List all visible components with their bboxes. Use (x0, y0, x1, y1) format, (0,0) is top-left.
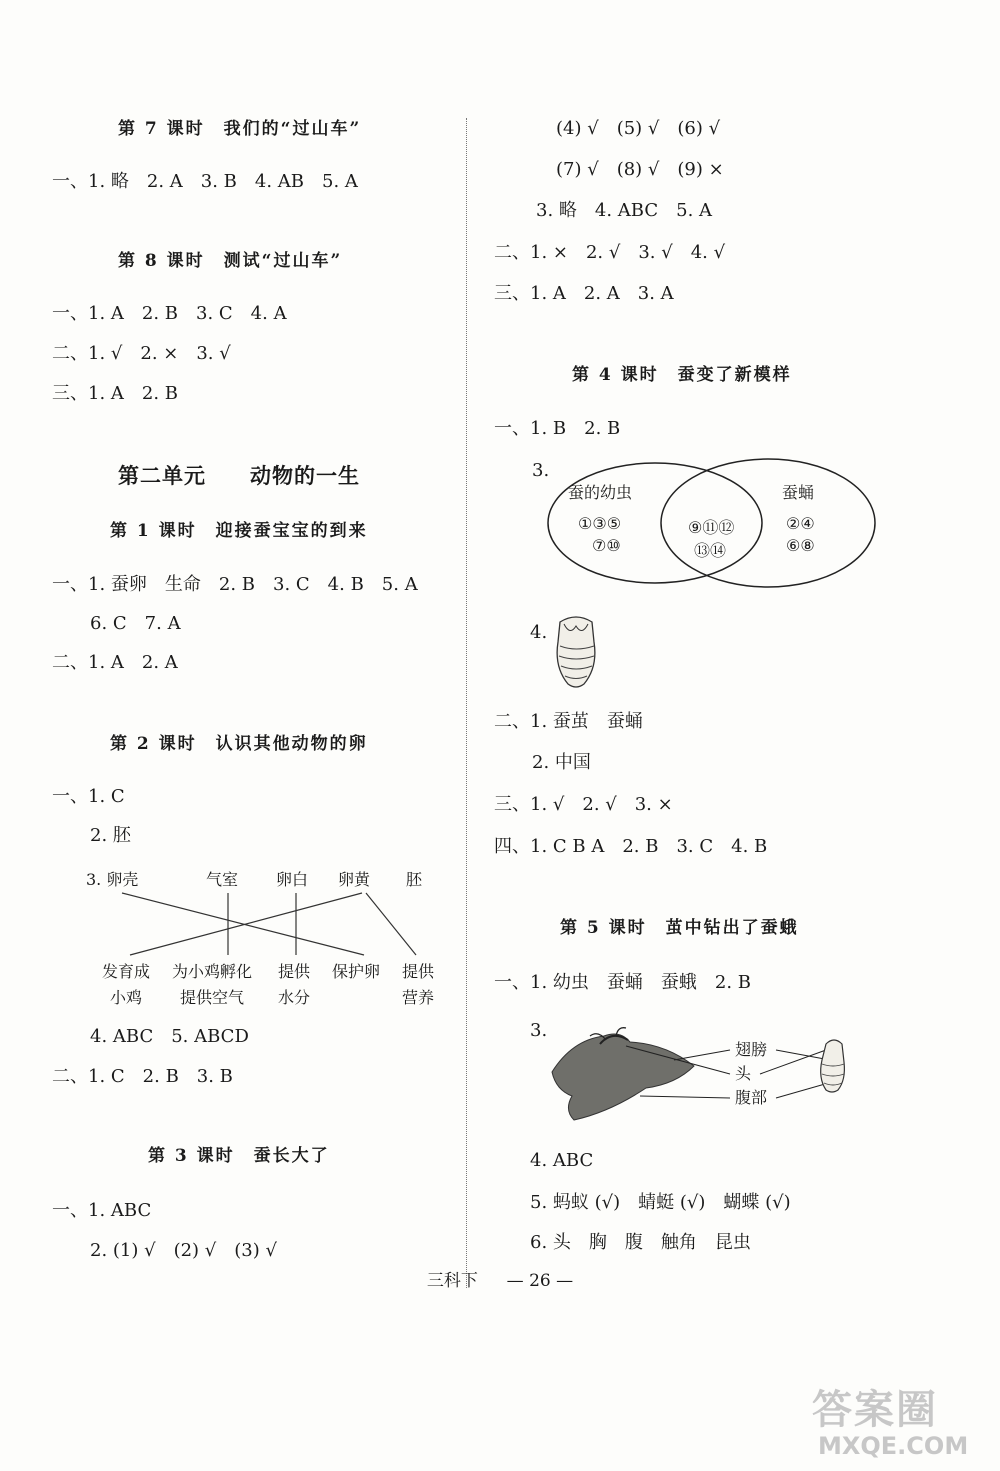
lesson-3-continued-2: (7) √ (8) √ (9) × (556, 159, 724, 180)
small-pupa-icon (821, 1040, 845, 1092)
unit2-lesson-3-answer-1: 一、1. ABC (52, 1200, 152, 1221)
footer-subject: 三科下 (426, 1271, 478, 1291)
unit2-lesson-1-title: 第 1 课时 迎接蚕宝宝的到来 (110, 521, 368, 541)
unit2-lesson-2-answer-4: 4. ABC 5. ABCD (90, 1026, 249, 1047)
venn-left-items: ⑦⑩ (592, 536, 621, 555)
egg-top-label: 3. 卵壳 (86, 870, 139, 889)
unit2-lesson-2-answer-5: 二、1. C 2. B 3. B (52, 1066, 233, 1087)
lesson-5-answers-1: 一、1. 幼虫 蚕蛹 蚕蛾 2. B (494, 972, 752, 993)
unit2-lesson-2-answer-1: 一、1. C (52, 786, 125, 807)
watermark-logo: 答案圈 (812, 1387, 938, 1433)
lesson-3-answers-2: 二、1. × 2. √ 3. √ 4. √ (494, 242, 726, 263)
unit2-lesson-3-answer-2: 2. (1) √ (2) √ (3) √ (90, 1240, 277, 1261)
unit2-lesson-3-title: 第 3 课时 蚕长大了 (148, 1146, 330, 1166)
egg-top-label: 气室 (206, 870, 239, 889)
unit2-lesson-2-title: 第 2 课时 认识其他动物的卵 (110, 734, 368, 754)
egg-bottom-label: 保护卵 (332, 962, 381, 981)
venn-left-label: 蚕的幼虫 (568, 483, 633, 502)
venn-middle-items: ⑬⑭ (694, 541, 727, 560)
lesson-5-answer-5: 5. 蚂蚁 (√) 蜻蜓 (√) 蝴蝶 (√) (530, 1192, 791, 1213)
egg-top-label: 卵白 (276, 870, 309, 889)
egg-bottom-label: 提供 (402, 962, 435, 981)
lesson-8-answers-3: 三、1. A 2. B (52, 383, 179, 404)
venn-right-items: ⑥⑧ (786, 536, 815, 555)
lesson-8-answers-1: 一、1. A 2. B 3. C 4. A (52, 303, 287, 324)
moth-label: 腹部 (735, 1088, 768, 1107)
egg-bottom-label: 提供空气 (180, 988, 245, 1007)
egg-top-label: 胚 (406, 870, 423, 889)
page-number: — 26 — (506, 1271, 574, 1291)
lesson-7-title: 第 7 课时 我们的“过山车” (118, 119, 362, 139)
pointer-line (674, 1050, 730, 1060)
egg-bottom-label: 营养 (402, 988, 435, 1007)
lesson-3-continued-3: 3. 略 4. ABC 5. A (536, 200, 713, 221)
egg-bottom-label: 提供 (278, 962, 311, 981)
venn-right-items: ②④ (786, 514, 815, 533)
moth-label: 翅膀 (735, 1040, 768, 1059)
watermark-url: MXQE.COM (818, 1432, 969, 1460)
lesson-4-answer-3-label: 3. (532, 460, 550, 481)
lesson-4-answers-2b: 2. 中国 (532, 752, 591, 773)
lesson-4-answer-4-label: 4. (530, 622, 548, 643)
lesson-8-title: 第 8 课时 测试“过山车” (118, 251, 343, 271)
lesson-8-answers-2: 二、1. √ 2. × 3. √ (52, 343, 231, 364)
lesson-7-answers: 一、1. 略 2. A 3. B 4. AB 5. A (52, 171, 358, 192)
unit2-lesson-2-answer-2: 2. 胚 (90, 825, 131, 846)
lesson-3-answers-3: 三、1. A 2. A 3. A (494, 283, 674, 304)
lesson-4-answers-1: 一、1. B 2. B (494, 418, 621, 439)
moth-icon (552, 1028, 694, 1120)
lesson-5-answer-4: 4. ABC (530, 1150, 594, 1171)
egg-bottom-label: 水分 (278, 988, 311, 1007)
moth-label: 头 (735, 1064, 752, 1083)
unit2-lesson-1-answers-2: 二、1. A 2. A (52, 652, 178, 673)
venn-left-items: ①③⑤ (578, 514, 622, 533)
lesson-5-title: 第 5 课时 茧中钻出了蚕蛾 (560, 918, 799, 938)
lesson-4-title: 第 4 课时 蚕变了新模样 (572, 365, 792, 385)
unit2-lesson-1-answers-1b: 6. C 7. A (90, 613, 181, 634)
lesson-4-answers-2: 二、1. 蚕茧 蚕蛹 (494, 711, 643, 732)
venn-middle-items: ⑨⑪⑫ (688, 518, 735, 537)
lesson-3-continued-1: (4) √ (5) √ (6) √ (556, 118, 721, 139)
lesson-5-answer-3-label: 3. (530, 1020, 548, 1041)
egg-bottom-label: 为小鸡孵化 (172, 962, 253, 981)
egg-bottom-label: 小鸡 (110, 988, 143, 1007)
page-footer (0, 1266, 1000, 1291)
egg-bottom-label: 发育成 (102, 962, 151, 981)
lesson-4-answers-4: 四、1. C B A 2. B 3. C 4. B (494, 836, 768, 857)
unit-title: 第二单元 动物的一生 (118, 463, 360, 488)
egg-top-label: 卵黄 (338, 870, 371, 889)
lesson-4-answers-3: 三、1. √ 2. √ 3. × (494, 794, 673, 815)
venn-right-label: 蚕蛹 (782, 483, 815, 502)
pointer-line (640, 1096, 730, 1098)
lesson-5-answer-6: 6. 头 胸 腹 触角 昆虫 (530, 1232, 751, 1253)
unit2-lesson-1-answers-1: 一、1. 蚕卵 生命 2. B 3. C 4. B 5. A (52, 574, 418, 595)
